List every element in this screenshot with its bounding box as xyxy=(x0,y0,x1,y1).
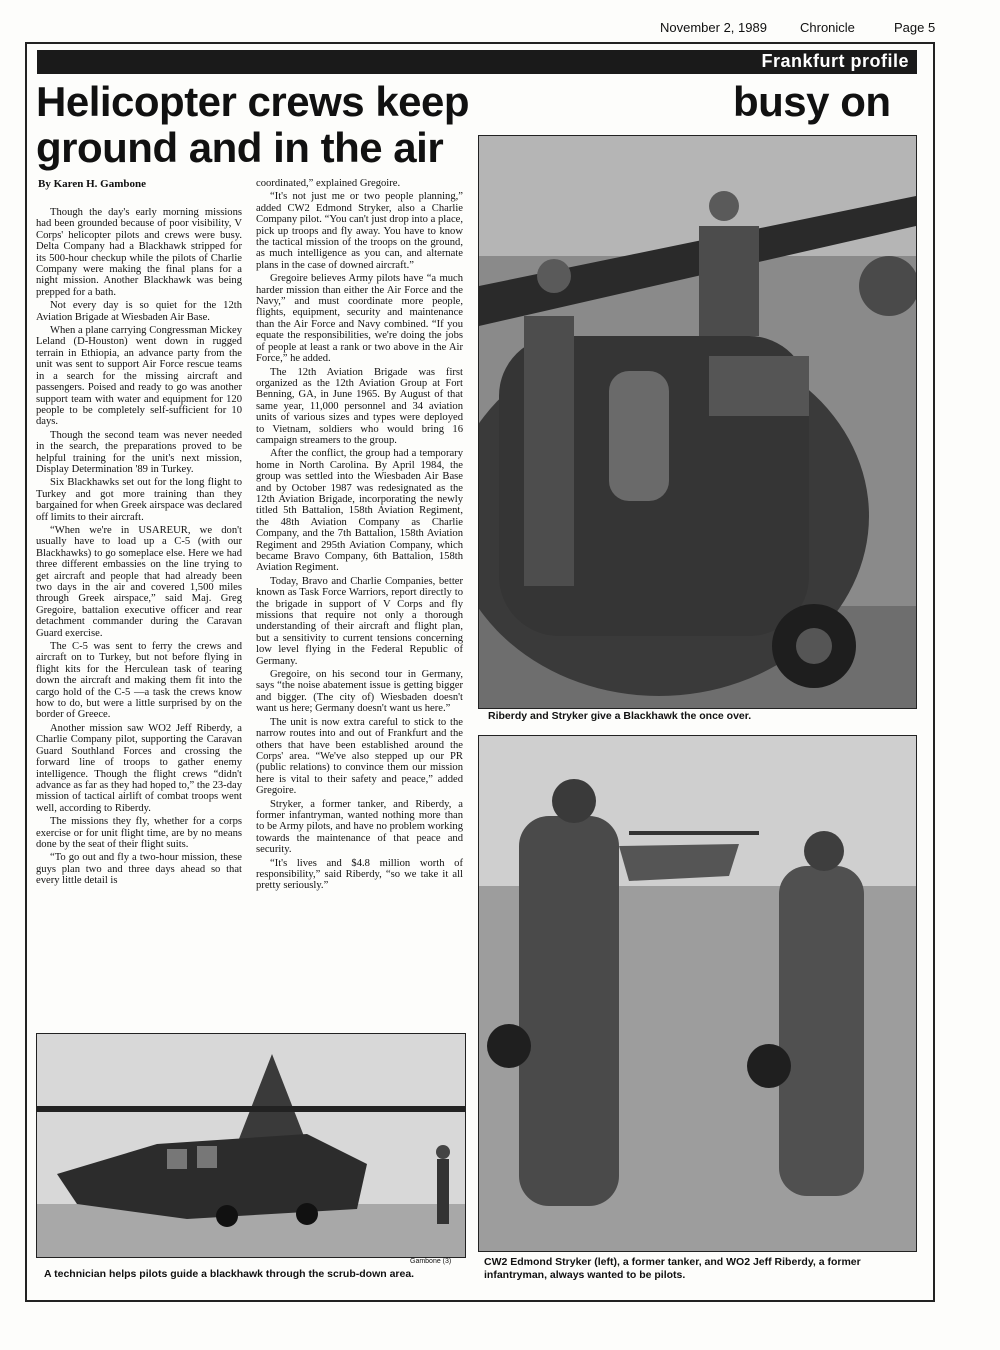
paragraph: “It's lives and $4.8 million worth of responsibility,” said Riberdy, “so we take it all pretty seriously.” xyxy=(256,857,463,892)
photo-credit: Gambone (3) xyxy=(410,1258,452,1265)
paragraph: “To go out and fly a two-hour mission, these guys plan two and three days ahead so that every little detail is xyxy=(36,852,242,887)
paragraph: The C-5 was sent to ferry the crews and aircraft on to Turkey, but not before flying in flight kits for the Herculean task of tearing down the aircraft and making them fit into the cargo hold of the C-5 —a task the crews know how to do, but were a little surprised by on the border of Greece. xyxy=(36,641,242,721)
paragraph: Though the day's early morning missions had been grounded because of poor visibility, V Corps' helicopter pilots and crews were busy. Delta Company had a Blackhawk stripped for its 500-hour checkup while the pilots of Charlie Company were making the final plans for a night mission. Another Blackhawk was being prepped for a bath. xyxy=(36,207,242,298)
byline: By Karen H. Gambone xyxy=(38,178,146,190)
paragraph: Stryker, a former tanker, and Riberdy, a former infantryman, wanted nothing more than to be Army pilots, and have no problem working towards the maintenance of that peace and security. xyxy=(256,798,463,856)
paragraph: “When we're in USAREUR, we don't usually have to load up a C-5 (with our Blackhawks) to go someplace else. Here we had three different embassies on the line trying to get aircraft and people that had already been two days in the air and covered 1,500 miles through Greek airspace,” said Maj. Greg Gregoire, battalion executive officer and rear detachment commander during the Caravan Guard exercise. xyxy=(36,524,242,639)
paragraph: When a plane carrying Congressman Mickey Leland (D-Houston) went down in rugged terrain in Ethiopia, an advance party from the unit was sent to support Air Force rescue teams in a search for the missing aircraft and passengers. Poised and ready to go was another support team with water and equipment for 120 people to be completely self-sufficient for 10 days. xyxy=(36,325,242,428)
headline-line1-end: busy on xyxy=(733,78,891,125)
section-label: Frankfurt profile xyxy=(761,51,909,71)
paragraph: Another mission saw WO2 Jeff Riberdy, a Charlie Company pilot, supporting the Caravan Guard Southland Forces and crossing the forward line of troops to gather enemy intelligence. Though the flight crews “didn't advance as far as they had hoped to,” the 23-day mission of tactical airlift of combat troops went well, according to Riberdy. xyxy=(36,722,242,814)
publication-name: Chronicle xyxy=(800,20,855,35)
photo-scrub-down xyxy=(36,1033,466,1258)
paragraph: The 12th Aviation Brigade was first organized as the 12th Aviation Group at Fort Benning, GA, in June 1965. By August of that same year, 11,000 personnel and 34 aviation units of various sizes and types were deployed to Vietnam, soldiers who would bring 16 campaign streamers to the group. xyxy=(256,366,463,446)
paragraph: “It's not just me or two people planning,” added CW2 Edmond Stryker, also a Charlie Company pilot. “You can't just drop into a place, pick up troops and fly away. You have to know the tactical mission of the troops on the ground, as much intelligence as you can, and alternate plans in the case of downed aircraft.” xyxy=(256,191,463,271)
paragraph: The unit is now extra careful to stick to the narrow routes into and out of Frankfurt and the others that have been established around the Corps' area. “We've also stepped up our PR (public relations) to convince them our mission here is vital to their safety and peace,” added Gregoire. xyxy=(256,716,463,797)
issue-date: November 2, 1989 xyxy=(660,20,767,35)
paragraph: Gregoire, on his second tour in Germany, says “the noise abatement issue is getting bigger and bigger. (The city of) Wiesbaden doesn't want us here; Germany doesn't want us here.” xyxy=(256,669,463,715)
page-number: Page 5 xyxy=(894,20,936,35)
photo-pilots-walking xyxy=(478,735,917,1252)
paragraph: The missions they fly, whether for a corps exercise or for unit flight time, are by no means done by the seat of their flight suits. xyxy=(36,816,242,850)
paragraph: Not every day is so quiet for the 12th Aviation Brigade at Wiesbaden Air Base. xyxy=(36,300,242,323)
paragraph: coordinated,” explained Gregoire. xyxy=(256,178,401,189)
caption-top-right: Riberdy and Stryker give a Blackhawk the once over. xyxy=(488,710,752,722)
article-column-1 xyxy=(36,207,242,889)
article-column-2 xyxy=(256,178,463,894)
headline-line2: ground and in the air xyxy=(36,124,444,171)
headline-line1: Helicopter crews keep xyxy=(36,78,470,125)
photo-blackhawk-maintenance xyxy=(478,135,917,709)
paragraph: Six Blackhawks set out for the long flight to Turkey and got more training than they bargained for when Greek airspace was declared off limits to their aircraft. xyxy=(36,477,242,523)
caption-bottom-left: A technician helps pilots guide a blackhawk through the scrub-down area. xyxy=(44,1268,415,1280)
paragraph: Though the second team was never needed in the search, the preparations proved to be helpful training for the unit's next mission, Display Determination '89 in Turkey. xyxy=(36,429,242,475)
paragraph: Gregoire believes Army pilots have “a much harder mission than either the Air Force and the Navy,” and must coordinate more people, flights, equipment, security and maintenance than the Air Force and Navy combined. “If you equate the responsibilities, we're doing the jobs of people at least a rank or two above in the Air Force,” he added. xyxy=(256,273,463,365)
paragraph: Today, Bravo and Charlie Companies, better known as Task Force Warriors, report directly to the brigade in support of V Corps and fly missions that require not only a thorough understanding of their aircraft and flight plan, but a sensitivity to current tensions concerning low level flying in the Federal Republic of Germany. xyxy=(256,575,463,667)
caption-bottom-right: CW2 Edmond Stryker (left), a former tanker, and WO2 Jeff Riberdy, a former infantryman, always wanted to be pilots. xyxy=(484,1256,861,1281)
section-bar xyxy=(37,50,917,74)
paragraph: After the conflict, the group had a temporary home in North Carolina. By April 1984, the group was settled into the Wiesbaden Air Base and by October 1987 was redesignated as the 12th Aviation Brigade, incorporating the newly titled 5th Battalion, 158th Aviation Regiment, the 48th Aviation Company as Charlie Company, and the 7th Battalion, 158th Aviation Regiment and 295th Aviation Company, which became Bravo Company, 6th Battalion, 158th Aviation Regiment. xyxy=(256,448,463,574)
